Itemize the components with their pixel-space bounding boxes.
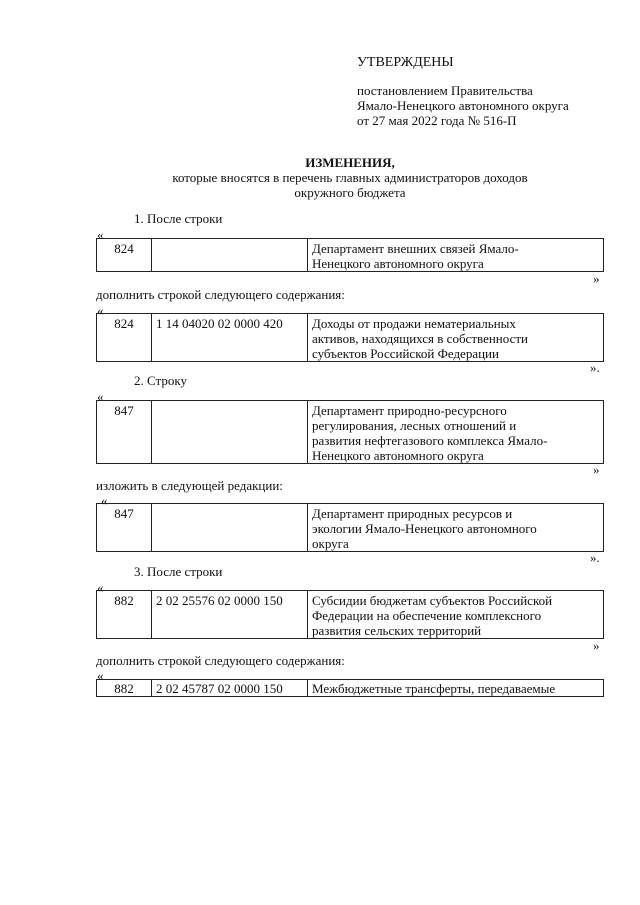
kbk-code bbox=[152, 401, 308, 464]
income-name: Департамент природно-ресурсного регулирования, лесных отношений и развития нефтегазового комплекса Ямало- Ненецкого автономного округа bbox=[308, 401, 604, 464]
close-quote: » bbox=[593, 638, 600, 653]
open-quote: « bbox=[101, 493, 108, 508]
section-heading: 1. После строки bbox=[134, 211, 223, 226]
close-quote: » bbox=[593, 462, 600, 477]
income-name: Департамент природных ресурсов и экологии Ямало-Ненецкого автономного округа bbox=[308, 504, 604, 552]
doc-title: ИЗМЕНЕНИЯ, bbox=[305, 155, 395, 170]
admin-code: 882 bbox=[97, 680, 152, 697]
open-quote: « bbox=[97, 227, 104, 242]
admin-code: 882 bbox=[97, 591, 152, 639]
income-name: Департамент внешних связей Ямало- Ненецкого автономного округа bbox=[308, 239, 604, 272]
table-row bbox=[97, 680, 604, 697]
instruction-text: изложить в следующей редакции: bbox=[96, 478, 283, 493]
open-quote: « bbox=[97, 580, 104, 595]
income-table bbox=[96, 238, 604, 272]
table-row bbox=[97, 314, 604, 362]
income-name: Межбюджетные трансферты, передаваемые bbox=[308, 680, 604, 697]
income-table bbox=[96, 590, 604, 639]
close-quote: ». bbox=[590, 360, 600, 375]
income-table bbox=[96, 503, 604, 552]
approval-line: от 27 мая 2022 года № 516-П bbox=[357, 113, 517, 128]
table-row bbox=[97, 401, 604, 464]
admin-code: 847 bbox=[97, 401, 152, 464]
table-row bbox=[97, 239, 604, 272]
kbk-code: 2 02 45787 02 0000 150 bbox=[152, 680, 308, 697]
admin-code: 824 bbox=[97, 314, 152, 362]
doc-subtitle: окружного бюджета bbox=[294, 185, 406, 200]
section-heading: 2. Строку bbox=[134, 373, 187, 388]
instruction-text: дополнить строкой следующего содержания: bbox=[96, 653, 345, 668]
kbk-code: 1 14 04020 02 0000 420 bbox=[152, 314, 308, 362]
table-row bbox=[97, 591, 604, 639]
income-name: Субсидии бюджетам субъектов Российской Федерации на обеспечение комплексного развития сельских территорий bbox=[308, 591, 604, 639]
admin-code: 847 bbox=[97, 504, 152, 552]
open-quote: « bbox=[97, 668, 104, 683]
approval-line: постановлением Правительства bbox=[357, 83, 533, 98]
instruction-text: дополнить строкой следующего содержания: bbox=[96, 287, 345, 302]
table-row bbox=[97, 504, 604, 552]
section-heading: 3. После строки bbox=[134, 564, 223, 579]
kbk-code bbox=[152, 504, 308, 552]
income-table bbox=[96, 313, 604, 362]
open-quote: « bbox=[97, 389, 104, 404]
open-quote: « bbox=[97, 303, 104, 318]
income-table bbox=[96, 679, 604, 697]
income-name: Доходы от продажи нематериальных активов, находящихся в собственности субъектов Российской Федерации bbox=[308, 314, 604, 362]
close-quote: » bbox=[593, 271, 600, 286]
approved-stamp: УТВЕРЖДЕНЫ bbox=[357, 55, 454, 70]
kbk-code bbox=[152, 239, 308, 272]
approval-line: Ямало-Ненецкого автономного округа bbox=[357, 98, 569, 113]
kbk-code: 2 02 25576 02 0000 150 bbox=[152, 591, 308, 639]
close-quote: ». bbox=[590, 550, 600, 565]
doc-subtitle: которые вносятся в перечень главных администраторов доходов bbox=[172, 170, 528, 185]
admin-code: 824 bbox=[97, 239, 152, 272]
income-table bbox=[96, 400, 604, 464]
